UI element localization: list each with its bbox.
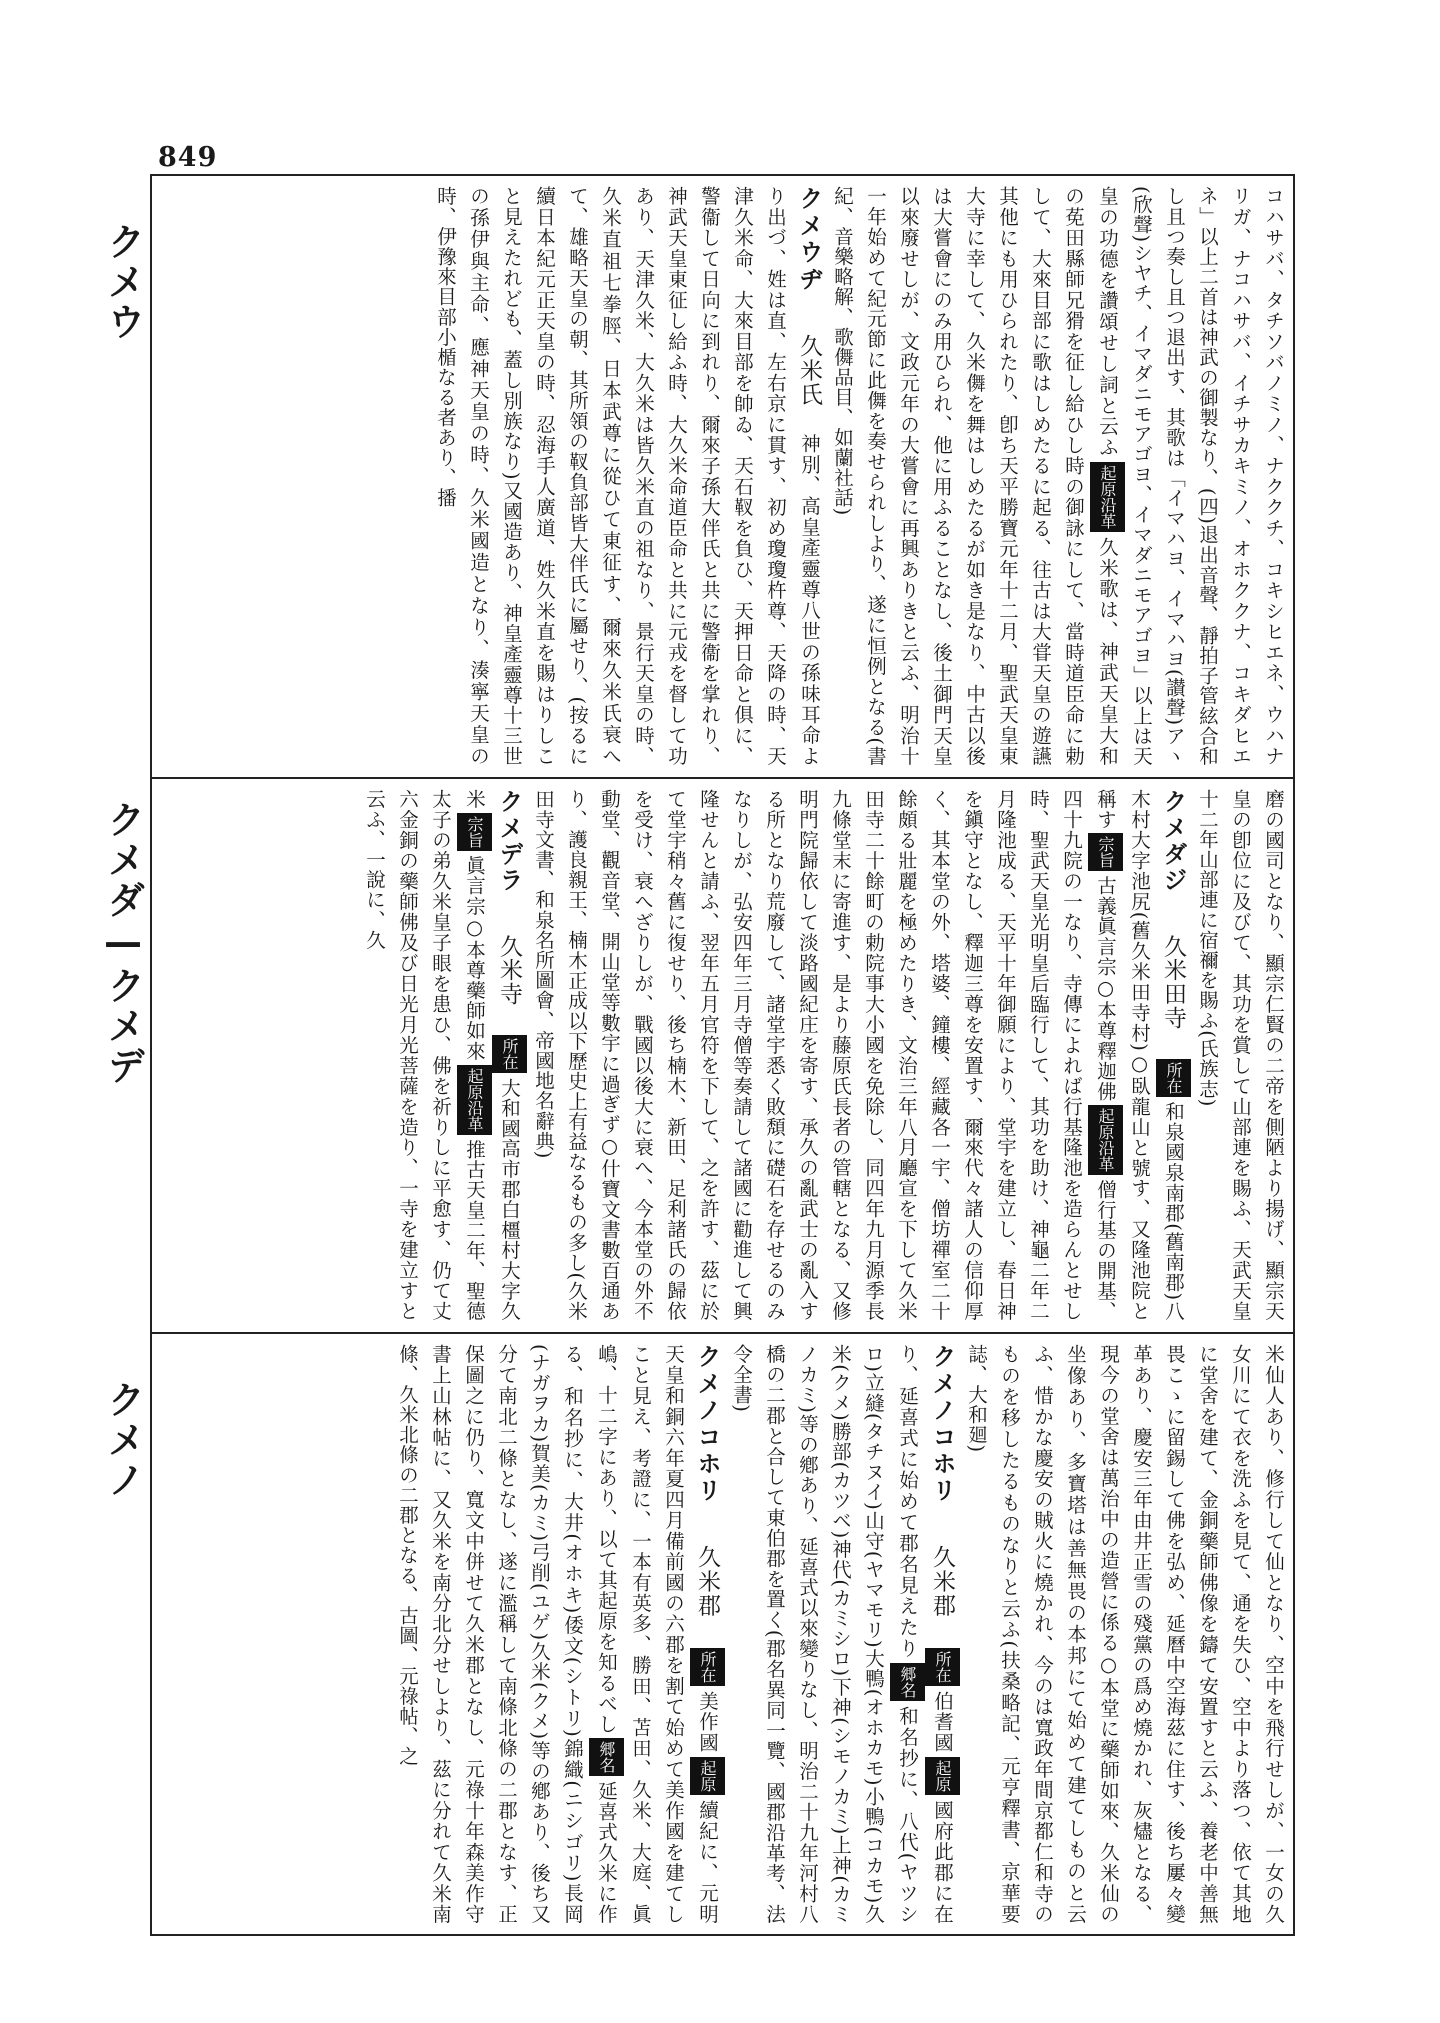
band-top [155, 186, 1290, 766]
text-block: 推古天皇二年、聖德太子の弟久米皇子眼を患ひ、佛を祈りしに平愈す、仍て丈六金銅の藥師佛及び日光月光菩薩を造り、一寺を建立すと云ふ、一說に、久 [363, 789, 486, 1321]
text-block: コハサバ、タチソバノミノ、ナククチ、コキシヒエネ、ウハナリガ、ナコハサバ、イチサカキミノ、オホククナ、コキダヒエネ」以上二首は神武の御製なり、(四)退出音聲、靜拍子管絃合和し且つ奏し且つ退出す、其歌は「イマハヨ、イマハヨ(讃聲)アヽ(欣聲)シヤチ、イマダニモアゴヨ、イマダニモアゴヨ」以上は天皇の功德を讚頌せし詞と云ふ [1096, 186, 1285, 766]
tag-location: 所在 [690, 1648, 725, 1686]
tag-origin: 起原沿革 [1088, 1105, 1123, 1175]
paragraph [826, 186, 1290, 766]
tag-location: 所在 [925, 1648, 960, 1686]
entry-heading: クメノコホリ [928, 1344, 956, 1505]
thumb-index-middle [96, 800, 151, 1086]
text-block: 續紀に、元明天皇和銅六年夏四月備前國の六郡を割て始めて美作國を建てしこと見え、考證に、一本有英多、勝田、苫田、久米、大庭、眞嶋、十二字にあり、以て其起原を知るべし [595, 1344, 719, 1924]
text-block: 久米歌は、神武天皇大和の莬田縣師兄猾を征し給ひし時の御詠にして、當時道臣命に勅して、大來目部に歌はしめたるに起る、往古は大甞天皇の遊讌其他にも用ひられたり、卽ち天平勝寶元年十二月、聖武天皇東大寺に幸して、久米儛を舞はしめたるが如き是なり、中古以後は大嘗會にのみ用ひられ、他に用ふることなし、後土御門天皇以來廢せしが、文政元年の大嘗會に再興ありきと云ふ、明治十一年始めて紀元節に此儛を奏せられしより、遂に恒例となる(書紀、音樂略解、歌儛品目、如蘭社話) [831, 186, 1119, 766]
tag-towns: 郷名 [890, 1663, 925, 1701]
text-block: 眞言宗○本尊藥師如來 [463, 855, 486, 1062]
entry-kanji: 久米田寺 [1160, 933, 1186, 1030]
tag-location: 所在 [492, 1035, 527, 1073]
paragraph [1191, 789, 1290, 1321]
tag-origin: 起原沿革 [1090, 462, 1125, 532]
entry-heading: クメダジ [1159, 789, 1187, 894]
text-block: 古義眞言宗○本尊釋迦佛 [1094, 875, 1117, 1102]
tag-sect: 宗旨 [1088, 833, 1123, 871]
thumb-index-bottom: クメノ [101, 1380, 145, 1500]
tag-location: 所在 [1156, 1059, 1191, 1097]
text-block: 僧行基の開基、四十九院の一なり、寺傳によれば行基隆池を造らんとせし時、聖武天皇光明皇后臨行して、其功を助け、神龜二年二月隆池成る、天平十年御願により、堂宇を建立し、春日神を鎭守となし、釋迦三尊を安置す、爾來代々諸人の信仰厚く、其本堂の外、塔婆、鐘樓、經藏各一宇、僧坊禪室二十餘頗る壯麗を極めたりき、文治三年八月廳宣を下して久米田寺二十餘町の勅院事大小國を免除し、同四年九月源季長九條堂末に寄進す、是より藤原氏長者の管轄となる、又修明門院歸依して淡路國紀庄を寄す、承久の亂武士の亂入する所となり荒廢して、諸堂宇悉く敗頽に礎石を存せるのみなりしが、弘安四年三月寺僧等奏請して諸國に勸進して興隆せんと請ふ、翌年五月官符を下して、之を許す、茲に於て堂宇稍々舊に復せり、後ち楠木、新田、足利諸氏の歸依を受け、衰へざりしが、戰國以後大に衰へ、今本堂の外不動堂、觀音堂、開山堂等數宇に過ぎず○什寶文書數百通あり、護良親王、楠木正成以下歷史上有益なるもの多し(久米田寺文書、和泉名所圖會、帝國地名辭典) [532, 789, 1117, 1321]
tag-sect: 宗旨 [457, 813, 492, 851]
entry-kumedera [358, 789, 527, 1321]
text-block: 米仙人あり、修行して仙となり、空中を飛行せしが、一女の久女川にて衣を洗ふを見て、通を失ひ、空中より落つ、依て其地に堂舍を建て、金銅藥師佛像を鑄て安置すと云ふ、養老中善無畏こゝに留錫して佛を弘め、延曆中空海茲に住す、後ち屢々變革あり、慶安三年由井正雪の殘黨の爲め燒かれ、灰燼となる、現今の堂舍は萬治中の造營に係る○本堂に藥師如來、久米仙の坐像あり、多寶塔は善無畏の本邦にて始めて建てしものと云ふ、惜かな慶安の賊火に燒かれ、今のは寬政年間京都仁和寺のものを移したるものなりと云ふ(扶桑略記、元亨釋書、京華要誌、大和廻) [965, 1344, 1285, 1924]
text-block: 美作國 [696, 1689, 719, 1754]
text-block: 國府此郡に在り、延喜式に始めて郡名見えたり [896, 1344, 954, 1924]
entry-heading: クメノコホリ [693, 1344, 721, 1505]
band-bottom [155, 1344, 1290, 1924]
tag-towns: 郷名 [589, 1738, 624, 1776]
paragraph [960, 1344, 1290, 1924]
thumb-index-middle-b: クメデ [101, 966, 145, 1086]
thumb-index-middle-sep: — [101, 920, 145, 966]
band-divider-2 [150, 1332, 1295, 1334]
entry-kumeuji [429, 186, 826, 766]
thumb-index-middle-a: クメダ [101, 800, 145, 920]
tag-origin: 起原 [925, 1757, 960, 1795]
band-middle [155, 789, 1290, 1321]
entry-heading: クメデラ [495, 789, 523, 894]
thumb-index-top: クメウ [101, 222, 145, 342]
tag-origin: 起原 [690, 1757, 725, 1795]
entry-kanji: 久米郡 [929, 1544, 955, 1618]
entry-kumenokohori-hoki [725, 1344, 960, 1924]
entry-kanji: 久米郡 [694, 1544, 720, 1618]
text-block: 大和國高市郡白橿村大字久米 [463, 789, 521, 1321]
text-block: 伯耆國 [931, 1689, 954, 1754]
text-block: 磨の國司となり、顯宗仁賢の二帝を側陋より揚げ、顯宗天皇の卽位に及びて、其功を賞して山部連を賜ふ、天武天皇十二年山部連に宿禰を賜ふ(氏族志) [1196, 789, 1285, 1321]
text-block: 和名抄に、八代(ヤツシロ)立縫(タチヌイ)山守(ヤマモリ)大鴨(オホカモ)小鴨(コカモ)久米(クメ)勝部(カツベ)神代(カミシロ)下神(シモノカミ)上神(カミノカミ)等の鄕あり、延喜式以來變りなし、明治二十九年河村八橋の二郡と合して東伯郡を置く(郡名異同一覽、國郡沿革考、法令全書) [730, 1344, 919, 1924]
entry-kumedaji [527, 789, 1191, 1321]
text-block: 和泉國泉南郡(舊南郡)八木村大字池尻(舊久米田寺村)○臥龍山と號す、又隆池院と稱す [1094, 789, 1185, 1321]
band-divider-1 [150, 777, 1295, 779]
entry-kanji: 久米氏 [796, 332, 822, 407]
page-number: 849 [158, 142, 218, 173]
tag-origin: 起原沿革 [457, 1065, 492, 1135]
entry-kanji: 久米寺 [496, 933, 522, 1006]
entry-kumenokohori-mimasaka [391, 1344, 725, 1924]
entry-heading: クメウヂ [795, 186, 823, 293]
text-block: 延喜式久米に作る、和名抄に、大井(オホキ)倭文(シトリ)錦織(ニシゴリ)長岡(ナガヲカ)賀美(カミ)弓削(ユゲ)久米(クメ)等の鄕あり、後ち又分て南北二條となし、遂に濫稱して南條北條の二郡となす、正保圖之に仍り、寬文中併せて久米郡となし、元祿十年森美作守書上山林帖に、又久米を南分北分せしより、茲に分れて久米南條、久米北條の二郡となる、古圖、元祿帖、之 [396, 1344, 618, 1924]
entry-text: 神別、高皇產靈尊八世の孫味耳命より出づ、姓は直、左右京に貫す、初め瓊瓊杵尊、天降の時、天津久米命、大來目部を帥ゐ、天石靫を負ひ、天押日命と俱に、警衞して日向に到れり、爾來子孫大伴氏と共に警衞を掌れり、神武天皇東征し給ふ時、大久米命道臣命と共に元戎を督して功あり、天津久米、大久米は皆久米直の祖なり、景行天皇の時、久米直祖七拳脛、日本武尊に從ひて東征す、爾來久米氏衰へて、雄略天皇の朝、其所領の靫負部皆大伴氏に屬せり、(按るに續日本紀元正天皇の時、忍海手人廣道、姓久米直を賜はりしこと見えたれども、蓋し別族なり)又國造あり、神皇產靈尊十三世の孫伊與主命、應神天皇の時、久米國造となり、湊寧天皇の時、伊豫來目部小楯なる者あり、播 [434, 186, 821, 766]
